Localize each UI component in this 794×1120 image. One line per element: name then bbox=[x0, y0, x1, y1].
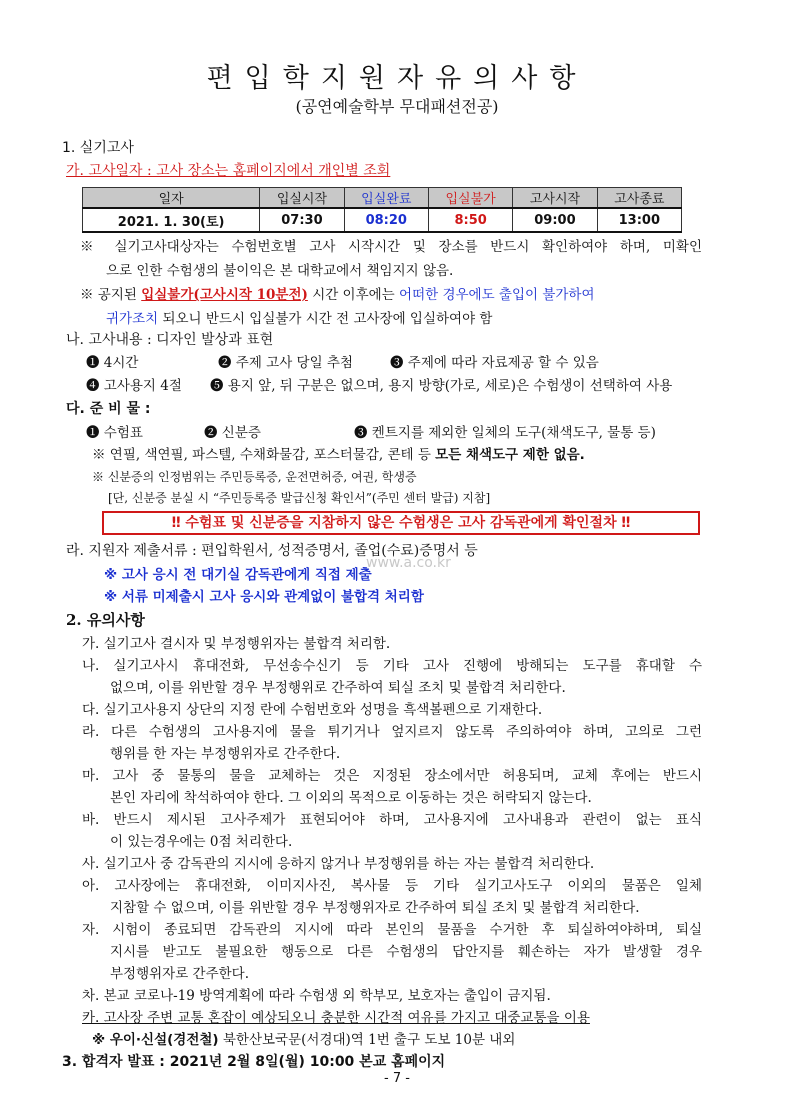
caution-item-ja-line3: 부정행위자로 간주한다. bbox=[110, 966, 249, 982]
header-entry-start: 입실시작 bbox=[260, 188, 344, 209]
materials-note1-text: ※ 연필, 색연필, 파스텔, 수채화물감, 포스터물감, 콘테 등 bbox=[92, 447, 431, 463]
note-entry-blue1: 어떠한 경우에도 출입이 불가하여 bbox=[399, 287, 595, 303]
materials-row bbox=[86, 423, 656, 443]
value-exam-start: 09:00 bbox=[513, 208, 597, 232]
header-entry-complete: 입실완료 bbox=[344, 188, 428, 209]
documents-note2: ※ 서류 미제출시 고사 응시와 관계없이 불합격 처리함 bbox=[104, 589, 424, 605]
content-item-1: ❶ 4시간 bbox=[86, 355, 139, 371]
caution-item-ma-line2: 본인 자리에 착석하여야 한다. 그 이외의 목적으로 이동하는 것은 허락되지 않는다. bbox=[110, 790, 592, 806]
note-entry-mid: 시간 이후에는 bbox=[312, 287, 395, 303]
caution-item-cha: 차. 본교 코로나-19 방역계획에 따라 수험생 외 학부모, 보호자는 출입이 금지됨. bbox=[82, 988, 551, 1004]
caution-item-ma-line1: 마. 고사 중 물통의 물을 교체하는 것은 지정된 장소에서만 허용되며, 교체 후에는 반드시 bbox=[82, 768, 702, 784]
materials-note3: [단, 신분증 분실 시 “주민등록증 발급신청 확인서”(주민 센터 발급) 지참] bbox=[108, 491, 491, 505]
note-entry-suffix: 되오니 반드시 입실불가 시간 전 고사장에 입실하여야 함 bbox=[162, 311, 493, 327]
caution-item-ra-line2: 행위를 한 자는 부정행위자로 간주한다. bbox=[110, 746, 341, 762]
material-item-2: ❷ 신분증 bbox=[204, 425, 261, 441]
value-entry-complete: 08:20 bbox=[344, 208, 428, 232]
documents-label: 라. 지원자 제출서류 : 편입학원서, 성적증명서, 졸업(수료)증명서 등 bbox=[66, 543, 478, 559]
value-entry-closed: 8:50 bbox=[428, 208, 512, 232]
exam-content-row1 bbox=[86, 353, 599, 373]
page-title: 편입학지원자유의사항 bbox=[206, 63, 588, 94]
value-exam-end: 13:00 bbox=[597, 208, 681, 232]
header-exam-end: 고사종료 bbox=[597, 188, 681, 209]
caution-item-sa: 사. 실기고사 중 감독관의 지시에 응하지 않거나 부정행위를 하는 자는 불합격 처리한다. bbox=[82, 856, 595, 872]
caution-item-ra-line1: 라. 다른 수험생의 고사용지에 물을 튀기거나 엎지르지 않도록 주의하여야 하며, 고의로 그런 bbox=[82, 724, 702, 740]
caution-item-ba-line1: 바. 반드시 제시된 고사주제가 표현되어야 하며, 고사용지에 고사내용과 관련이 없는 표식 bbox=[82, 812, 702, 828]
caution-item-ka: 카. 고사장 주변 교통 혼잡이 예상되오니 충분한 시간적 여유를 가지고 대중교통을 이용 bbox=[82, 1010, 590, 1026]
material-item-3: ❸ 켄트지를 제외한 일체의 도구(채색도구, 물통 등) bbox=[354, 425, 656, 441]
caution-item-na-line1: 나. 실기고사시 휴대전화, 무선송수신기 등 기타 고사 진행에 방해되는 도구를 휴대할 수 bbox=[82, 658, 702, 674]
note-entry-line2 bbox=[106, 309, 492, 329]
caution-item-ja-line2: 지시를 받고도 불필요한 행동으로 다른 수험생의 답안지를 훼손하는 자가 발생할 경우 bbox=[110, 944, 702, 960]
header-entry-closed: 입실불가 bbox=[428, 188, 512, 209]
exam-content-row2 bbox=[86, 376, 672, 396]
watermark: www.a.co.kr bbox=[366, 555, 451, 571]
note-entry-red: 입실불가(고사시작 10분전) bbox=[141, 287, 308, 303]
page-subtitle: (공연예술학부 무대패션전공) bbox=[295, 97, 499, 116]
caution-item-ga: 가. 실기고사 결시자 및 부정행위자는 불합격 처리함. bbox=[82, 636, 391, 652]
note-entry-blue2: 귀가조치 bbox=[106, 311, 159, 327]
content-item-4: ❹ 고사용지 4절 bbox=[86, 378, 182, 394]
note-entry-line1 bbox=[80, 285, 594, 305]
exam-date-label: 가. 고사일자 : 고사 장소는 홈페이지에서 개인별 조회 bbox=[66, 163, 391, 179]
caution-item-na-line2: 없으며, 이를 위반할 경우 부정행위로 간주하여 퇴실 조치 및 불합격 처리한다. bbox=[110, 680, 566, 696]
content-item-2: ❷ 주제 고사 당일 추첨 bbox=[218, 355, 353, 371]
caution-item-a-line2: 지참할 수 없으며, 이를 위반할 경우 부정행위자로 간주하여 퇴실 조치 및 불합격 처리한다. bbox=[110, 900, 640, 916]
header-exam-start: 고사시작 bbox=[513, 188, 597, 209]
note-entry-prefix: ※ 공지된 bbox=[80, 287, 137, 303]
materials-note1 bbox=[92, 445, 585, 465]
caution-item-a-line1: 아. 고사장에는 휴대전화, 이미지사진, 복사물 등 기타 실기고사도구 이외의 물품은 일체 bbox=[82, 878, 702, 894]
documents-note1: ※ 고사 응시 전 대기실 감독관에게 직접 제출 bbox=[104, 567, 372, 583]
note-confirm-line2: 으로 인한 수험생의 불이익은 본 대학교에서 책임지지 않음. bbox=[106, 263, 454, 279]
material-item-1: ❶ 수험표 bbox=[86, 425, 143, 441]
content-item-3: ❸ 주제에 따라 자료제공 할 수 있음 bbox=[390, 355, 599, 371]
materials-label: 다. 준 비 물 : bbox=[66, 401, 151, 417]
value-date: 2021. 1. 30(토) bbox=[83, 208, 260, 232]
exam-content-label: 나. 고사내용 : 디자인 발상과 표현 bbox=[66, 332, 274, 348]
transport-note-bold: ※ 우이·신설(경전철) bbox=[92, 1032, 219, 1048]
section1-heading: 1. 실기고사 bbox=[62, 140, 134, 156]
warning-box: ‼ 수험표 및 신분증을 지참하지 않은 수험생은 고사 감독관에게 확인절차 ‼ bbox=[102, 511, 700, 535]
page-number: - 7 - bbox=[384, 1071, 410, 1086]
section2-heading: 2. 유의사항 bbox=[66, 611, 145, 629]
caution-item-da: 다. 실기고사용지 상단의 지정 란에 수험번호와 성명을 흑색볼펜으로 기재한다. bbox=[82, 702, 543, 718]
transport-note-text: 북한산보국문(서경대)역 1번 출구 도보 10분 내외 bbox=[222, 1032, 516, 1048]
transport-note bbox=[92, 1030, 515, 1050]
section3-announcement: 3. 합격자 발표 : 2021년 2월 8일(월) 10:00 본교 홈페이지 bbox=[62, 1054, 446, 1070]
note-confirm-line1: ※ 실기고사대상자는 수험번호별 고사 시작시간 및 장소를 반드시 확인하여야 하며, 미확인 bbox=[80, 239, 702, 255]
schedule-table bbox=[82, 187, 682, 233]
materials-note1-bold: 모든 채색도구 제한 없음. bbox=[435, 447, 585, 463]
header-date: 일자 bbox=[83, 188, 260, 209]
content-item-5: ❺ 용지 앞, 뒤 구분은 없으며, 용지 방향(가로, 세로)은 수험생이 선택하여 사용 bbox=[210, 378, 673, 394]
caution-item-ja-line1: 자. 시험이 종료되면 감독관의 지시에 따라 본인의 물품을 수거한 후 퇴실하여야하며, 퇴실 bbox=[82, 922, 702, 938]
caution-item-ba-line2: 이 있는경우에는 0점 처리한다. bbox=[110, 834, 293, 850]
value-entry-start: 07:30 bbox=[260, 208, 344, 232]
materials-note2: ※ 신분증의 인정범위는 주민등록증, 운전면허증, 여권, 학생증 bbox=[92, 470, 417, 484]
